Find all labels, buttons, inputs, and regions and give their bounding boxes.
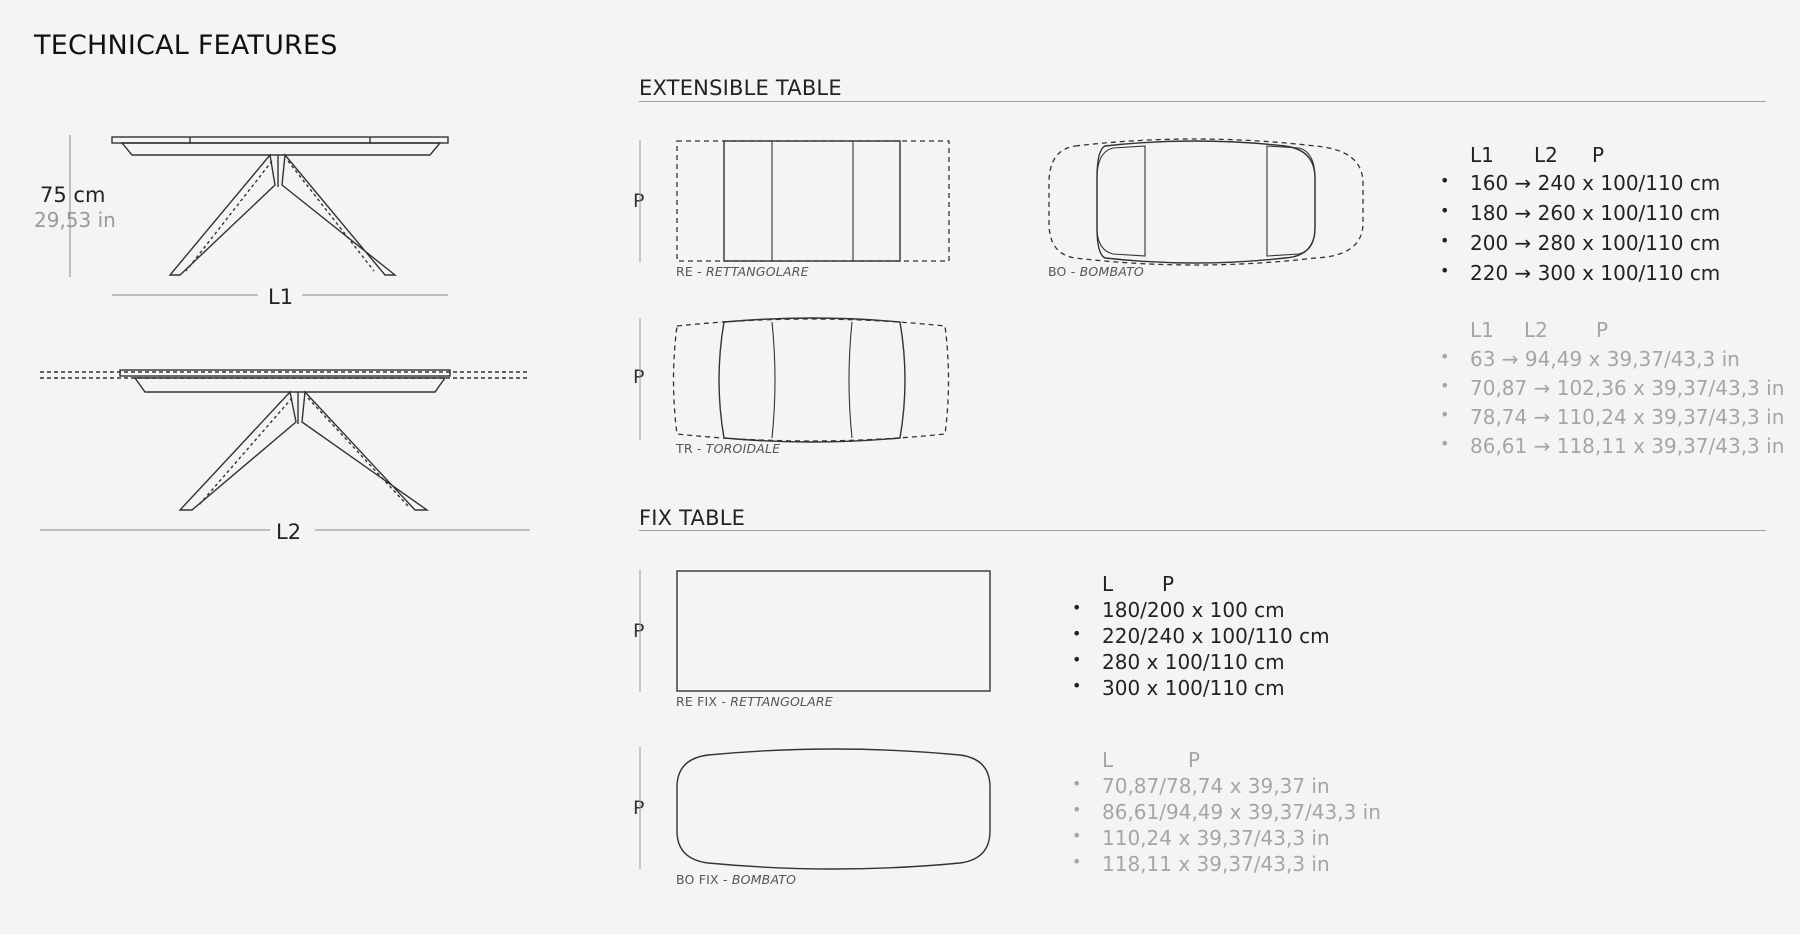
ext-cm-size-list: [1440, 171, 1720, 291]
list-item: • 200 → 280 x 100/110 cm: [1440, 231, 1720, 261]
height-cm-label: 75 cm: [40, 183, 106, 207]
page-title: TECHNICAL FEATURES: [34, 30, 338, 61]
list-item: • 118,11 x 39,37/43,3 in: [1072, 852, 1381, 878]
shape-caption-re-fix: RE FIX - RETTANGOLARE: [676, 694, 833, 709]
list-item: • 70,87/78,74 x 39,37 in: [1072, 774, 1381, 800]
list-item: • 300 x 100/110 cm: [1072, 676, 1330, 702]
ext-in-header: L1 L2 P: [1470, 318, 1609, 342]
list-item: • 63 → 94,49 x 39,37/43,3 in: [1440, 347, 1784, 376]
extensible-heading-rule: [639, 101, 1766, 102]
fix-table-heading: FIX TABLE: [639, 506, 746, 530]
list-item: • 180 → 260 x 100/110 cm: [1440, 201, 1720, 231]
shape-caption-re: RE - RETTANGOLARE: [676, 264, 809, 279]
table-elevation-extended: [40, 360, 540, 530]
extensible-table-heading: EXTENSIBLE TABLE: [639, 76, 842, 100]
list-item: • 180/200 x 100 cm: [1072, 598, 1330, 624]
shape-caption-tr: TR - TOROIDALE: [676, 441, 781, 456]
p-depth-label: P: [633, 620, 645, 642]
list-item: • 70,87 → 102,36 x 39,37/43,3 in: [1440, 376, 1784, 405]
fix-in-header: L P: [1102, 748, 1201, 772]
l2-dimension-label: L2: [276, 520, 302, 544]
fix-heading-rule: [639, 530, 1766, 531]
list-item: • 110,24 x 39,37/43,3 in: [1072, 826, 1381, 852]
p-depth-label: P: [633, 366, 645, 388]
shape-tr-toroidale: [630, 316, 950, 446]
list-item: • 86,61 → 118,11 x 39,37/43,3 in: [1440, 434, 1784, 463]
list-item: • 78,74 → 110,24 x 39,37/43,3 in: [1440, 405, 1784, 434]
shape-bo-fix-bombato: [630, 745, 950, 875]
shape-caption-bo: BO - BOMBATO: [1048, 264, 1144, 279]
fix-cm-header: L P: [1102, 572, 1175, 596]
list-item: • 160 → 240 x 100/110 cm: [1440, 171, 1720, 201]
shape-re-fix-rettangolare: [630, 568, 950, 698]
shape-caption-bo-fix: BO FIX - BOMBATO: [676, 872, 797, 887]
ext-in-size-list: [1440, 347, 1784, 463]
l1-dimension-label: L1: [268, 285, 294, 309]
p-depth-label: P: [633, 190, 645, 212]
height-in-label: 29,53 in: [34, 208, 116, 232]
fix-in-size-list: [1072, 774, 1381, 878]
list-item: • 220 → 300 x 100/110 cm: [1440, 261, 1720, 291]
p-depth-label: P: [633, 797, 645, 819]
shape-bo-bombato: [1045, 138, 1365, 268]
list-item: • 220/240 x 100/110 cm: [1072, 624, 1330, 650]
shape-re-rettangolare: [630, 138, 950, 268]
ext-cm-header: L1 L2 P: [1470, 143, 1605, 167]
list-item: • 86,61/94,49 x 39,37/43,3 in: [1072, 800, 1381, 826]
list-item: • 280 x 100/110 cm: [1072, 650, 1330, 676]
fix-cm-size-list: [1072, 598, 1330, 702]
